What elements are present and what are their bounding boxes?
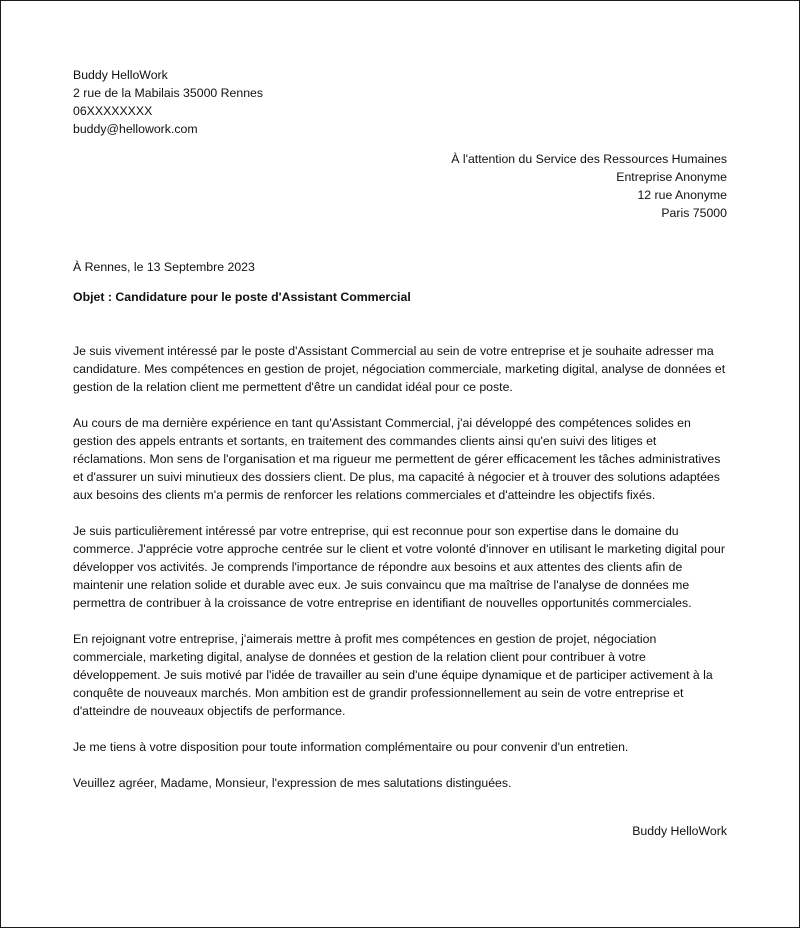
sender-block	[73, 66, 727, 138]
paragraph-motivation: En rejoignant votre entreprise, j'aimerais mettre à profit mes compétences en gestion de projet, négociation commerciale, marketing digital, analyse de données et gestion de la relation client pour contribuer à votre développement. Je suis motivé par l'idée de travailler au sein d'une équipe dynamique et de participer activement à la conquête de nouveaux marchés. Mon ambition est de grandir professionnellement au sein de votre entreprise et d'atteindre de nouveaux objectifs de performance.	[73, 632, 713, 718]
sender-email: buddy@hellowork.com	[73, 122, 198, 136]
subject-line: Objet : Candidature pour le poste d'Assistant Commercial	[73, 290, 411, 304]
sender-address: 2 rue de la Mabilais 35000 Rennes	[73, 86, 264, 100]
paragraph-availability: Je me tiens à votre disposition pour toute information complémentaire ou pour convenir d'un entretien.	[73, 740, 629, 754]
recipient-company: Entreprise Anonyme	[616, 170, 727, 184]
letter-body	[73, 342, 727, 792]
paragraph-introduction: Je suis vivement intéressé par le poste d'Assistant Commercial au sein de votre entreprise et je souhaite adresser ma candidature. Mes compétences en gestion de projet, négociation commerciale, marketing digital, analyse de données et gestion de la relation client me permettent d'être un candidat idéal pour ce poste.	[73, 344, 726, 394]
sender-name: Buddy HelloWork	[73, 68, 168, 82]
recipient-city: Paris 75000	[661, 206, 727, 220]
signature: Buddy HelloWork	[632, 824, 727, 838]
paragraph-experience: Au cours de ma dernière expérience en tant qu'Assistant Commercial, j'ai développé des compétences solides en gestion des appels entrants et sortants, en traitement des commandes clients ainsi qu'en suivi des litiges et réclamations. Mon sens de l'organisation et ma rigueur me permettent de gérer efficacement les tâches administratives et d'assurer un suivi minutieux des dossiers client. De plus, ma capacité à négocier et à trouver des solutions adaptées aux besoins des clients m'a permis de renforcer les relations commerciales et d'atteindre les objectifs fixés.	[73, 416, 721, 502]
paragraph-company-interest: Je suis particulièrement intéressé par votre entreprise, qui est reconnue pour son expertise dans le domaine du commerce. J'apprécie votre approche centrée sur le client et votre volonté d'innover en utilisant le marketing digital pour développer vos activités. Je comprends l'importance de répondre aux besoins et aux attentes des clients afin de maintenir une relation solide et durable avec eux. Je suis convaincu que ma maîtrise de l'analyse de données me permettra de contribuer à la croissance de votre entreprise en identifiant de nouvelles opportunités commerciales.	[73, 524, 725, 610]
date-line: À Rennes, le 13 Septembre 2023	[73, 260, 255, 274]
recipient-block	[73, 150, 727, 222]
sender-phone: 06XXXXXXXX	[73, 104, 153, 118]
recipient-attention: À l'attention du Service des Ressources Humaines	[451, 152, 727, 166]
recipient-street: 12 rue Anonyme	[637, 188, 727, 202]
paragraph-closing: Veuillez agréer, Madame, Monsieur, l'expression de mes salutations distinguées.	[73, 776, 512, 790]
